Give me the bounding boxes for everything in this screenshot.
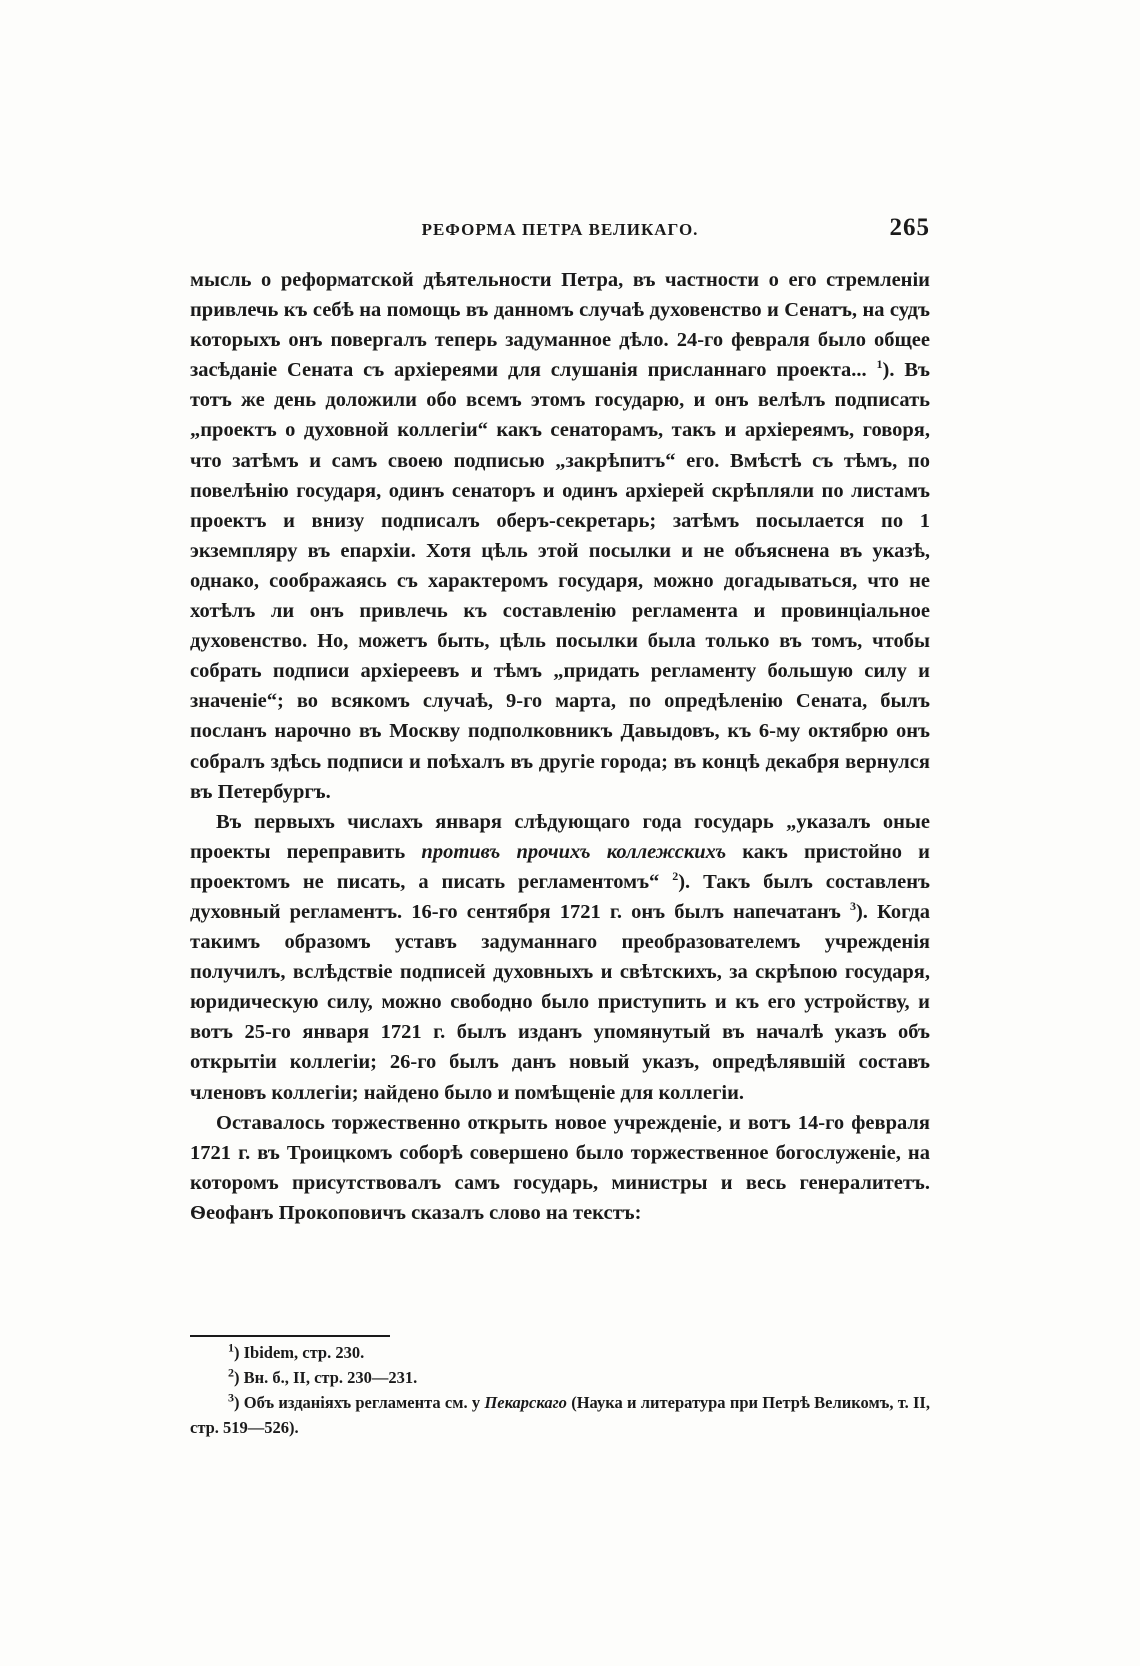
footnotes bbox=[190, 1340, 930, 1440]
footnote-divider bbox=[190, 1335, 390, 1337]
footnote-ref-1: 1 bbox=[876, 357, 883, 372]
footnote-ref-3: 3 bbox=[849, 899, 856, 914]
footnote-2: $^2$) Вн. б., II, стр. 230—231. bbox=[228, 1365, 418, 1387]
paragraph-3: Оставалось торжественно открыть новое учрежденіе, и вотъ 14-го февраля 1721 г. въ Троицкомъ соборѣ совершено было торжественное богослуженіе, на которомъ присутствовалъ самъ государь, министры и весь генералитетъ. Ѳеофанъ Прокоповичъ сказалъ слово на текстъ: bbox=[190, 1111, 930, 1224]
footnote-ref-2: 2 bbox=[672, 869, 679, 884]
paragraph-2: Въ первыхъ числахъ января слѣдующаго года государь „указалъ оные проекты переправить противъ прочихъ коллежскихъ какъ пристойно и проектомъ не писать, а писать регламентомъ“ $^2$). Такъ былъ составленъ духовный регламентъ. 16-го сентября 1721 г. онъ былъ напечатанъ $^3$). Когда такимъ образомъ уставъ задуманнаго преобразователемъ учрежденія получилъ, вслѣдствіе подписей духовныхъ и свѣтскихъ, за скрѣпою государя, юридическую силу, можно свободно было приступить и къ его устройству, и вотъ 25-го января 1721 г. былъ изданъ упомянутый въ началѣ указъ объ открытіи коллегіи; 26-го былъ данъ новый указъ, опредѣлявшій составъ членовъ коллегіи; найдено было и помѣщеніе для коллегіи. bbox=[190, 810, 930, 1104]
page-number: 265 bbox=[889, 214, 930, 241]
main-text bbox=[190, 265, 930, 1228]
footnote-3: $^3$) Объ изданіяхъ регламента см. у Пекарскаго (Наука и литература при Петрѣ Великомъ, т. II, стр. 519—526). bbox=[190, 1390, 930, 1437]
running-header bbox=[190, 214, 930, 254]
footnote-1: $^1$) Ibidem, стр. 230. bbox=[228, 1340, 365, 1362]
italic-phrase: противъ прочихъ коллежскихъ bbox=[421, 840, 727, 863]
running-title: РЕФОРМА ПЕТРА ВЕЛИКАГО. bbox=[421, 220, 699, 239]
paragraph-1: мысль о реформатской дѣятельности Петра, въ частности о его стремленіи привлечь къ себѣ на помощь въ данномъ случаѣ духовенство и Сенатъ, на судъ которыхъ онъ повергалъ теперь задуманное дѣло. 24-го февраля было общее засѣданіе Сената съ архіереями для слушанія присланнаго проекта... $^1$). Въ тотъ же день доложили обо всемъ этомъ государю, и онъ велѣлъ подписать „проектъ о духовной коллегіи“ какъ сенаторамъ, такъ и архіереямъ, говоря, что затѣмъ и самъ своею подписью „закрѣпитъ“ его. Вмѣстѣ съ тѣмъ, по повелѣнію государя, одинъ сенаторъ и одинъ архіерей скрѣпляли по листамъ проектъ и внизу подписалъ оберъ-секретарь; затѣмъ посылается по 1 экземпляру въ епархіи. Хотя цѣль этой посылки и не объяснена въ указѣ, однако, соображаясь съ характеромъ государя, можно догадываться, что не хотѣлъ ли онъ привлечь къ составленію регламента и провинціальное духовенство. Но, можетъ быть, цѣль посылки была только въ томъ, чтобы собрать подписи архіереевъ и тѣмъ „придать регламенту большую силу и значеніе“; во всякомъ случаѣ, 9-го марта, по опредѣленію Сената, былъ посланъ нарочно въ Москву подполковникъ Давыдовъ, къ 6-му октябрю онъ собралъ здѣсь подписи и поѣхалъ въ другіе города; въ концѣ декабря вернулся въ Петербургъ. bbox=[190, 269, 930, 803]
